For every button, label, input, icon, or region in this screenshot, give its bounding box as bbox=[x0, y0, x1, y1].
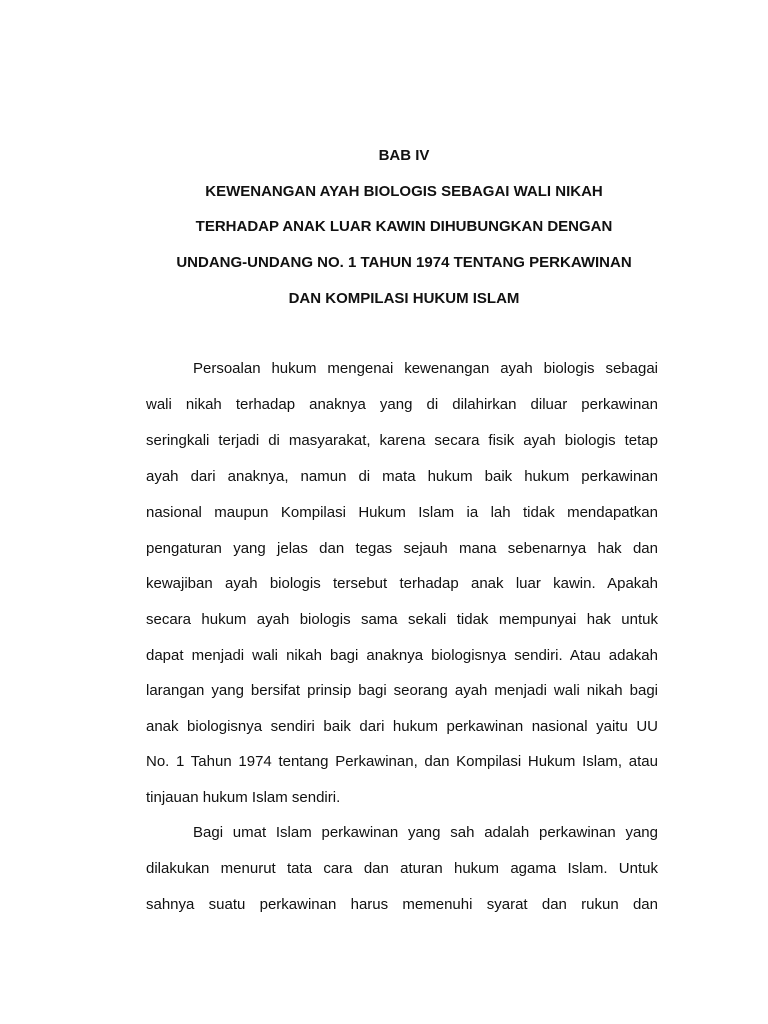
paragraph-line: anak biologisnya sendiri baik dari hukum perkawinan nasional yaitu UU bbox=[146, 718, 658, 735]
paragraph-line: kewajiban ayah biologis tersebut terhadap anak luar kawin. Apakah bbox=[146, 575, 658, 592]
title-line: UNDANG-UNDANG NO. 1 TAHUN 1974 TENTANG PERKAWINAN bbox=[176, 254, 632, 271]
title-line: KEWENANGAN AYAH BIOLOGIS SEBAGAI WALI NIKAH bbox=[205, 183, 603, 200]
paragraph-line: tinjauan hukum Islam sendiri. bbox=[146, 789, 341, 806]
paragraph-line: dilakukan menurut tata cara dan aturan hukum agama Islam. Untuk bbox=[146, 860, 658, 877]
title-line: DAN KOMPILASI HUKUM ISLAM bbox=[288, 290, 520, 307]
paragraph-line: secara hukum ayah biologis sama sekali tidak mempunyai hak untuk bbox=[146, 611, 658, 628]
paragraph-line: dapat menjadi wali nikah bagi anaknya biologisnya sendiri. Atau adakah bbox=[146, 647, 658, 664]
paragraph-line: Bagi umat Islam perkawinan yang sah adalah perkawinan yang bbox=[193, 824, 658, 841]
paragraph-line: pengaturan yang jelas dan tegas sejauh mana sebenarnya hak dan bbox=[146, 540, 658, 557]
paragraph-line: No. 1 Tahun 1974 tentang Perkawinan, dan Kompilasi Hukum Islam, atau bbox=[146, 753, 658, 770]
paragraph-line: ayah dari anaknya, namun di mata hukum baik hukum perkawinan bbox=[146, 468, 658, 485]
title-line: TERHADAP ANAK LUAR KAWIN DIHUBUNGKAN DENGAN bbox=[195, 218, 613, 235]
paragraph-line: Persoalan hukum mengenai kewenangan ayah biologis sebagai bbox=[193, 360, 658, 377]
paragraph-line: seringkali terjadi di masyarakat, karena secara fisik ayah biologis tetap bbox=[146, 432, 658, 449]
paragraph-line: larangan yang bersifat prinsip bagi seorang ayah menjadi wali nikah bagi bbox=[146, 682, 658, 699]
paragraph-line: wali nikah terhadap anaknya yang di dilahirkan diluar perkawinan bbox=[146, 396, 658, 413]
paragraph-line: nasional maupun Kompilasi Hukum Islam ia lah tidak mendapatkan bbox=[146, 504, 658, 521]
chapter-heading: BAB IV bbox=[378, 147, 430, 164]
paragraph-line: sahnya suatu perkawinan harus memenuhi syarat dan rukun dan bbox=[146, 896, 658, 913]
